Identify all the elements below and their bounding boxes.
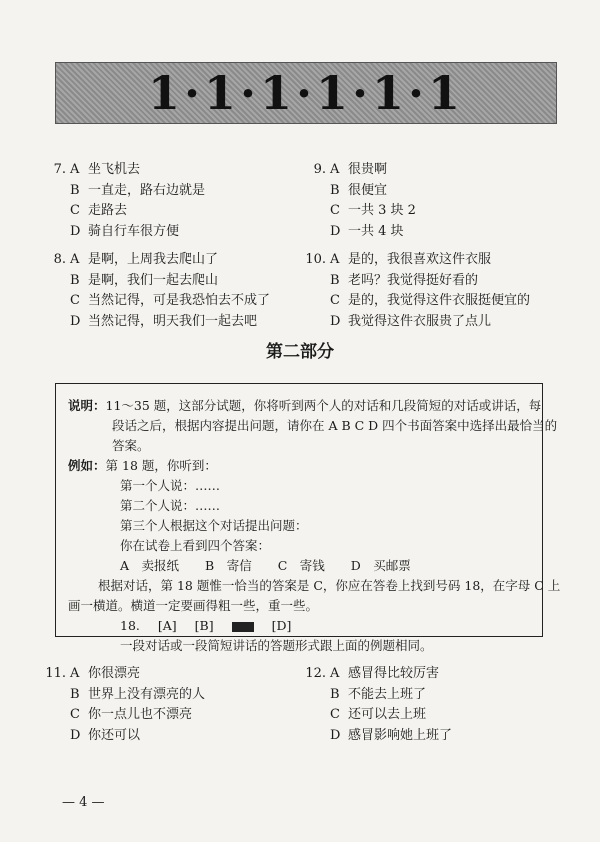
section-2-title: 第二部分 — [266, 342, 334, 362]
instructions-line-1: 11～35 题，这部分试题，你将听到两个人的对话和几段简短的对话或讲话，每 — [105, 398, 542, 413]
explanation-line-1: 根据对话，第 18 题惟一恰当的答案是 C，你应在答卷上找到号码 18，在字母 C 上 — [98, 578, 561, 593]
instructions-line-2: 段话之后，根据内容提出问题，请你在 A B C D 四个书面答案中选择出最恰当的 — [112, 418, 558, 433]
question-9: 9. A 很贵啊 B 很便宜 C 一共 3 块 2 D 一共 4 块 — [313, 162, 416, 239]
page-number: — 4 — — [62, 795, 105, 810]
instructions-line-3: 答案。 — [112, 438, 150, 453]
example-line-4: 第三个人根据这个对话提出问题： — [120, 518, 308, 533]
example-line-1: 第 18 题，你听到： — [105, 458, 217, 473]
example-options: A 卖报纸 B 寄信 C 寄钱 D 买邮票 — [120, 558, 411, 573]
question-11: 11. A 你很漂亮 B 世界上没有漂亮的人 C 你一点儿也不漂亮 D 你还可以 — [45, 666, 206, 743]
instructions-label: 说明： — [68, 398, 106, 413]
question-10: 10. A 是的，我很喜欢这件衣服 B 老吗？我觉得挺好看的 C 是的，我觉得这件衣服挺便宜的 D 我觉得这件衣服贵了点儿 — [305, 252, 531, 329]
example-line-3: 第二个人说：…… — [120, 498, 221, 513]
answer-sample: 18. [A] [B] [D] — [120, 618, 292, 633]
format-note: 一段对话或一段简短讲话的答题形式跟上面的例题相同。 — [120, 638, 433, 653]
header-banner — [55, 62, 557, 124]
example-label: 例如： — [68, 458, 106, 473]
question-12: 12. A 感冒得比较厉害 B 不能去上班了 C 还可以去上班 D 感冒影响她上班了 — [305, 666, 453, 743]
question-7: 7. A 坐飞机去 B 一直走，路右边就是 C 走路去 D 骑自行车很方便 — [53, 162, 206, 239]
example-line-5: 你在试卷上看到四个答案： — [120, 538, 271, 553]
banner-title: 1·1·1·1·1·1 — [147, 66, 465, 120]
example-line-2: 第一个人说：…… — [120, 478, 221, 493]
explanation-line-2: 画一横道。横道一定要画得粗一些，重一些。 — [68, 598, 319, 613]
filled-answer-mark — [232, 622, 254, 632]
instructions-box — [55, 383, 561, 653]
question-8: 8. A 是啊，上周我去爬山了 B 是啊，我们一起去爬山 C 当然记得，可是我恐怕去不成了 D 当然记得，明天我们一起去吧 — [53, 252, 271, 329]
